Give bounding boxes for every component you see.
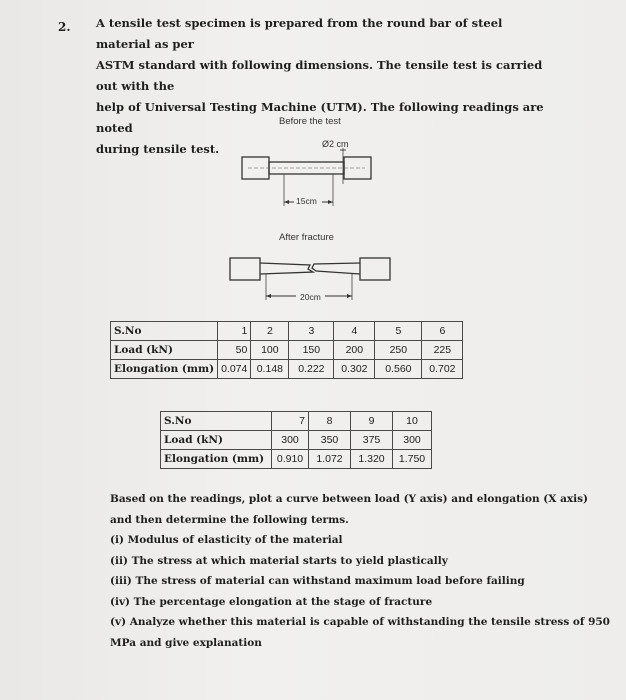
- row-label: Load (kN): [111, 341, 218, 360]
- readings-table-1: [110, 321, 463, 379]
- table-cell: 375: [351, 431, 393, 450]
- table-cell: 0.302: [334, 360, 375, 379]
- table-cell: 9: [351, 412, 393, 431]
- table-cell: 1.072: [309, 450, 351, 469]
- table-row: [111, 322, 463, 341]
- intro-line: A tensile test specimen is prepared from the round bar of steel material as per: [96, 16, 503, 51]
- table-row: [111, 341, 463, 360]
- table-cell: 50: [218, 341, 251, 360]
- table-cell: 300: [393, 431, 432, 450]
- table-cell: 5: [375, 322, 422, 341]
- table-cell: 1.750: [393, 450, 432, 469]
- table-cell: 0.702: [422, 360, 463, 379]
- task-item: (iii) The stress of material can withstand maximum load before failing: [110, 575, 525, 587]
- table-cell: 3: [289, 322, 334, 341]
- table-row: [161, 450, 432, 469]
- readings-table-2: [160, 411, 432, 469]
- table-cell: 0.148: [251, 360, 289, 379]
- task-item: (i) Modulus of elasticity of the material: [110, 534, 343, 546]
- question-number: 2.: [58, 20, 71, 34]
- table-row: [111, 360, 463, 379]
- table-cell: 1.320: [351, 450, 393, 469]
- table-cell: 200: [334, 341, 375, 360]
- diameter-label: Ø2 cm: [322, 139, 349, 149]
- intro-line: help of Universal Testing Machine (UTM). The following readings are noted: [96, 100, 544, 135]
- table-cell: 7: [272, 412, 309, 431]
- gauge-length-after: 20cm: [300, 292, 321, 302]
- specimen-before-diagram: [228, 140, 378, 220]
- table-cell: 0.074: [218, 360, 251, 379]
- before-test-label: Before the test: [279, 116, 341, 127]
- task-line: and then determine the following terms.: [110, 513, 349, 526]
- table-cell: 0.560: [375, 360, 422, 379]
- row-label: Load (kN): [161, 431, 272, 450]
- intro-line: ASTM standard with following dimensions. The tensile test is carried out with the: [96, 58, 543, 93]
- table-cell: 0.222: [289, 360, 334, 379]
- intro-line: during tensile test.: [96, 142, 220, 156]
- row-label: S.No: [161, 412, 272, 431]
- table-cell: 300: [272, 431, 309, 450]
- table-cell: 0.910: [272, 450, 309, 469]
- table-cell: 100: [251, 341, 289, 360]
- task-item: MPa and give explanation: [110, 636, 262, 649]
- gauge-length-before: 15cm: [296, 196, 317, 206]
- task-item: (iv) The percentage elongation at the stage of fracture: [110, 595, 433, 608]
- table-cell: 2: [251, 322, 289, 341]
- table-cell: 10: [393, 412, 432, 431]
- table-row: [161, 431, 432, 450]
- table-cell: 4: [334, 322, 375, 341]
- table-cell: 150: [289, 341, 334, 360]
- table-row: [161, 412, 432, 431]
- row-label: Elongation (mm): [161, 450, 272, 469]
- after-fracture-label: After fracture: [279, 232, 334, 243]
- table-cell: 350: [309, 431, 351, 450]
- row-label: Elongation (mm): [111, 360, 218, 379]
- table-cell: 6: [422, 322, 463, 341]
- table-cell: 250: [375, 341, 422, 360]
- task-list: [110, 489, 610, 653]
- table-cell: 225: [422, 341, 463, 360]
- task-item: (ii) The stress at which material starts to yield plastically: [110, 554, 448, 567]
- table-cell: 1: [218, 322, 251, 341]
- table-cell: 8: [309, 412, 351, 431]
- task-item: (v) Analyze whether this material is capable of withstanding the tensile stress of 950: [110, 616, 610, 628]
- task-line: Based on the readings, plot a curve between load (Y axis) and elongation (X axis): [110, 493, 589, 505]
- question-intro: [96, 13, 546, 160]
- row-label: S.No: [111, 322, 218, 341]
